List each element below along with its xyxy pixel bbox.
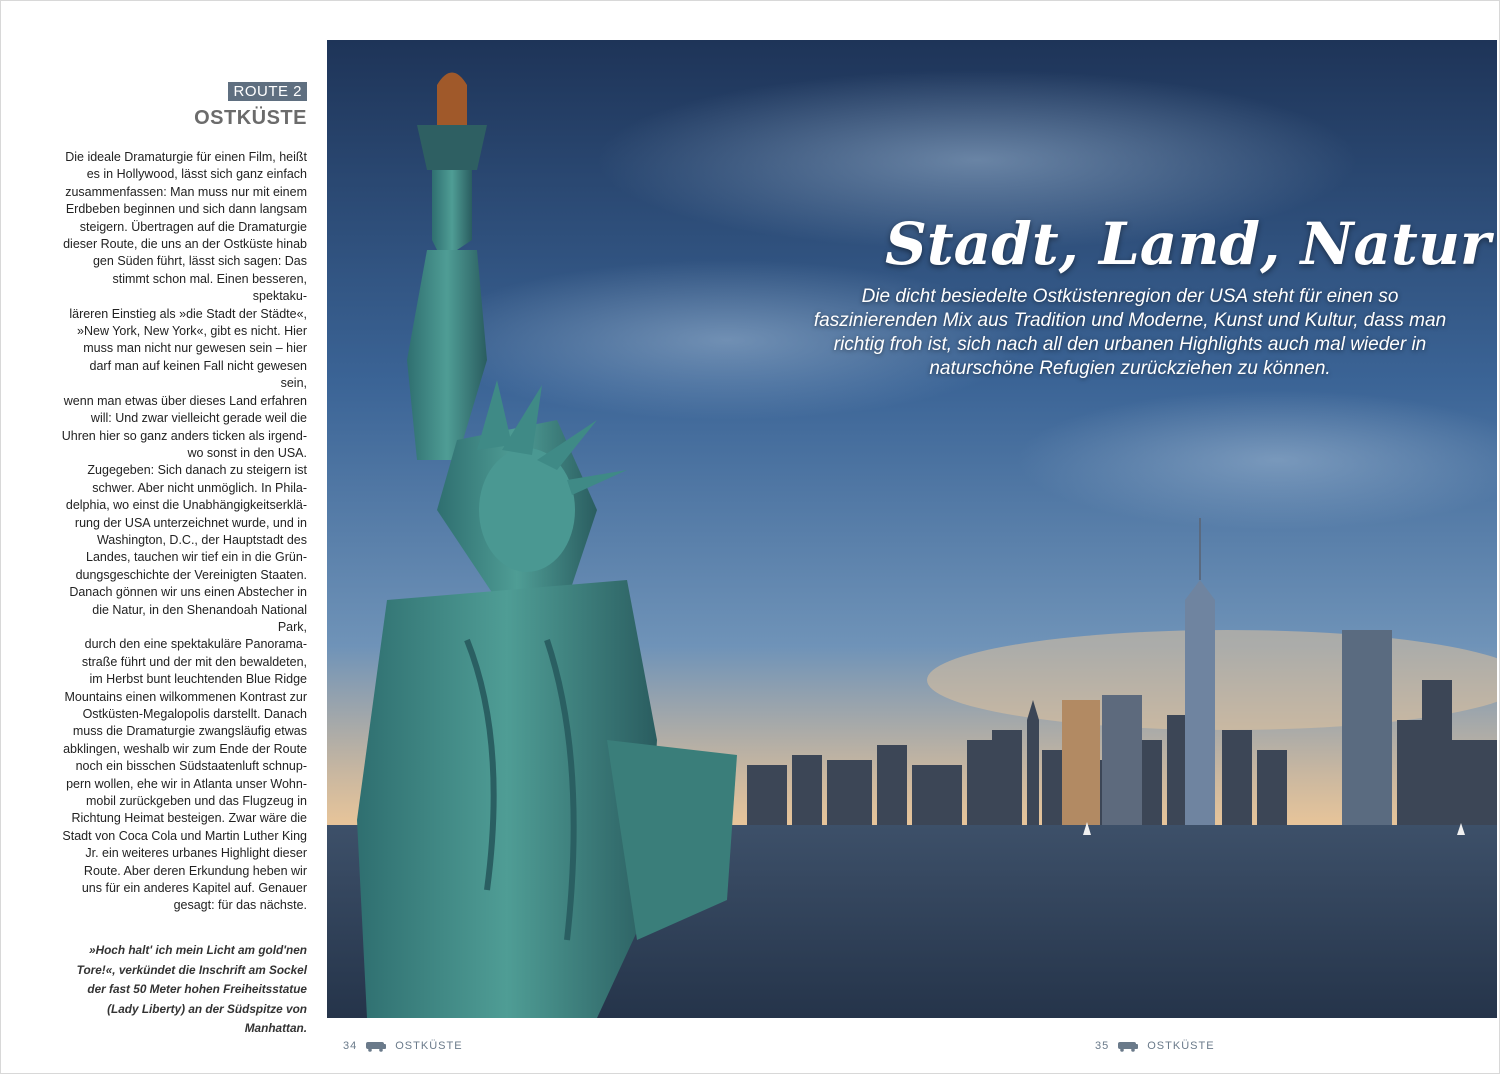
footer-right [1095,1040,1215,1052]
page-number-right: 35 [1095,1040,1110,1052]
body-line: abklingen, weshalb wir zum Ende der Route [63,741,307,756]
photo-illustration [327,40,1497,1018]
body-line: Landes, tauchen wir tief ein in die Grün- [86,550,307,565]
body-line: im Herbst bunt leuchtenden Blue Ridge [89,672,307,687]
lead-paragraph: Die dicht besiedelte Ostküstenregion der USA steht für einen so faszinierenden Mix aus Tradition und Moderne, Kunst und Kultur, dass man richtig froh ist, sich nach all den urbanen Highlights auch mal wieder in naturschöne Refugien zurückziehen zu können. [813,286,1447,379]
body-line: muss man nicht nur gewesen sein – hier [83,341,307,356]
body-line: Jr. ein weiteres urbanes Highlight dieser [85,846,307,861]
body-line: Stadt von Coca Cola und Martin Luther King [62,828,307,843]
body-line: wo sonst in den USA. [187,445,307,460]
headline: Stadt, Land, Natur [885,210,1491,278]
body-line: pern wollen, ehe wir in Atlanta unser Wohn- [66,776,307,791]
body-line: gen Süden führt, lässt sich sagen: Das [92,254,307,269]
running-footer-left: OSTKÜSTE [395,1040,463,1052]
body-line: uns für ein anderes Kapitel auf. Genauer [81,881,307,896]
body-line: durch den eine spektakuläre Panorama- [84,637,307,652]
page-number-left: 34 [343,1040,358,1052]
body-line: Ostküsten-Megalopolis darstellt. Danach [82,707,307,721]
body-line: es in Hollywood, lässt sich ganz einfach [86,167,307,182]
camper-van-icon [365,1040,387,1052]
camper-van-icon [1117,1040,1139,1052]
body-line: wenn man etwas über dieses Land erfahren [63,393,307,408]
body-line: Washington, D.C., der Hauptstadt des [96,532,307,547]
body-line: gesagt: für das nächste. [173,898,307,913]
section-title: OSTKÜSTE [194,107,307,129]
body-line: Mountains einen wilkommenen Kontrast zur [64,689,307,704]
body-line: noch ein bisschen Südstaatenluft schnup- [75,759,307,774]
body-line: delphia, wo einst die Unabhängigkeitserklä- [65,498,307,513]
body-line: Die ideale Dramaturgie für einen Film, heißt [65,150,307,164]
one-world-trade-center [1185,580,1215,835]
body-line: dieser Route, die uns an der Ostküste hinab [63,237,307,252]
body-line: »New York, New York«, gibt es nicht. Hier [77,324,307,339]
body-line: straße führt und der mit den bewaldeten, [81,654,307,669]
body-line: Danach gönnen wir uns einen Abstecher in [69,585,307,600]
route-badge: ROUTE 2 [228,82,307,101]
body-line: darf man auf keinen Fall nicht gewesen sein, [89,358,307,391]
body-line: Route. Aber deren Erkundung heben wir [83,863,307,878]
body-line: steigern. Übertragen auf die Dramaturgie [79,219,307,234]
body-line: die Natur, in den Shenandoah National Park, [92,602,307,634]
body-line: läreren Einstieg als »die Stadt der Städte«, [69,306,307,321]
body-line: zusammenfassen: Man muss nur mit einem [65,184,307,199]
body-line: stimmt schon mal. Einen besseren, spektaku- [112,271,307,304]
statue-of-liberty-photo [327,40,1497,1018]
photo-caption: »Hoch halt' ich mein Licht am gold'nen Tore!«, verkündet die Inschrift am Sockel der fast 50 Meter hohen Freiheitsstatue (Lady Liberty) an der Südspitze von Manhattan. [76,943,307,1036]
body-line: will: Und zwar vielleicht gerade weil die [90,411,307,426]
body-text [60,149,307,915]
body-line: mobil zurückgeben und das Flugzeug in [86,794,307,809]
running-footer-right: OSTKÜSTE [1147,1040,1215,1052]
body-line: Erdbeben beginnen und sich dann langsam [65,202,307,217]
body-line: Uhren hier so ganz anders ticken als irgend- [61,428,307,443]
footer-left [343,1040,463,1052]
body-line: rung der USA unterzeichnet wurde, und in [74,515,307,530]
body-line: dungsgeschichte der Vereinigten Staaten. [75,567,307,582]
body-line: schwer. Aber nicht unmöglich. In Phila- [92,480,307,495]
body-line: muss die Dramaturgie zwangsläufig etwas [72,724,307,739]
body-line: Richtung Heimat besteigen. Zwar wäre die [71,811,307,826]
body-line: Zugegeben: Sich danach zu steigern ist [87,463,307,478]
